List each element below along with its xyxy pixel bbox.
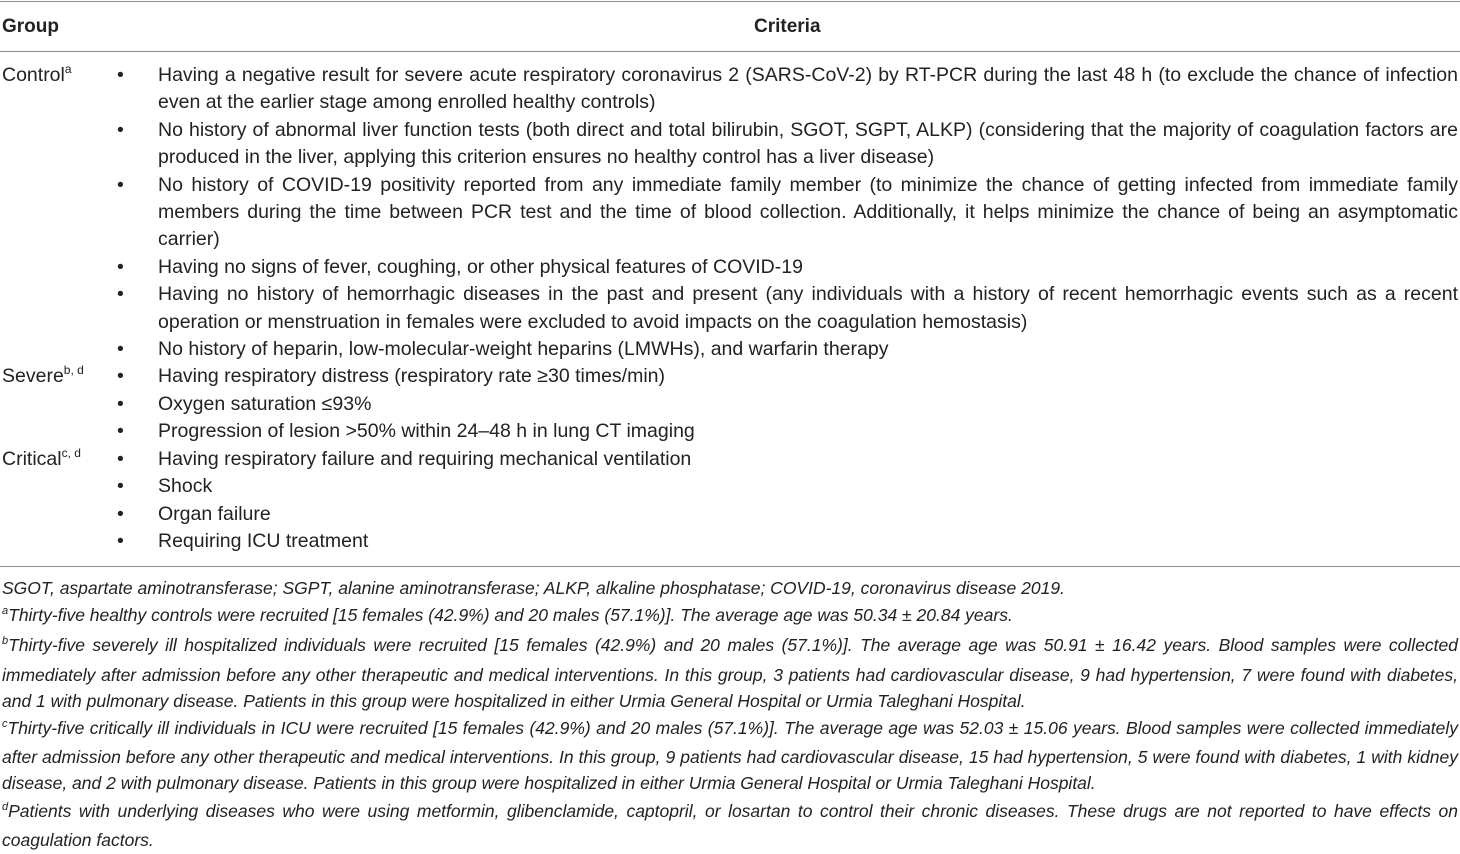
list-item: • Having a negative result for severe acute respiratory coronavirus 2 (SARS-CoV-2) by RT-PCR during the last 48 h (to exclude the chance of infection even at the earlier stage among enrolled healthy controls) bbox=[117, 64, 1458, 114]
list-item: • Having respiratory failure and requiring mechanical ventilation bbox=[0, 446, 1460, 473]
group-label: Control$^a$ bbox=[2, 62, 72, 86]
bullet: • bbox=[117, 392, 124, 415]
bullet: • bbox=[117, 447, 124, 470]
footnote-a: $^a$Thirty-five healthy controls were recruited [15 females (42.9%) and 20 males (57.1%)]. The average age was 50.34 ± 20.84 years. bbox=[2, 605, 1013, 626]
bullet: • bbox=[117, 529, 124, 552]
group-control bbox=[0, 62, 1460, 363]
criteria-list bbox=[0, 363, 1460, 445]
list-item: • Organ failure bbox=[0, 501, 1460, 528]
bullet: • bbox=[117, 173, 124, 196]
criteria-column-header: Criteria bbox=[754, 16, 821, 37]
table-body bbox=[0, 62, 1460, 555]
list-item: • Oxygen saturation ≤93% bbox=[0, 391, 1460, 418]
group-column-header: Group bbox=[2, 16, 59, 37]
group-severe bbox=[0, 363, 1460, 445]
group-label: Critical$^{c, d}$ bbox=[2, 445, 81, 470]
bottom-rule bbox=[0, 566, 1460, 567]
list-item: • Having no history of hemorrhagic diseases in the past and present (any individuals with a history of recent hemorrhagic events such as a recent operation or menstruation in females were excluded to avoid impacts on the coagulation hemostasis) bbox=[117, 283, 1458, 333]
list-item: • Having respiratory distress (respiratory rate ≥30 times/min) bbox=[0, 363, 1460, 390]
bullet: • bbox=[117, 118, 124, 141]
bullet: • bbox=[117, 338, 124, 361]
list-item: • Requiring ICU treatment bbox=[0, 528, 1460, 555]
list-item: • Progression of lesion >50% within 24–48 h in lung CT imaging bbox=[0, 418, 1460, 445]
header-rule bbox=[0, 51, 1460, 52]
list-item: • Shock bbox=[0, 473, 1460, 500]
list-item: • No history of abnormal liver function tests (both direct and total bilirubin, SGOT, SGPT, ALKP) (considering that the majority of coagulation factors are produced in the liver, applying this criterion ensures no healthy control has a liver disease) bbox=[117, 118, 1458, 169]
bullet: • bbox=[117, 502, 124, 525]
list-item: • No history of COVID-19 positivity reported from any immediate family member (to minimize the chance of getting infected from immediate family members during the time between PCR test and the time of blood collection. Additionally, it helps minimize the chance of being an asymptomatic carrier) bbox=[117, 173, 1458, 251]
footnote-c: $^c$Thirty-five critically ill individuals in ICU were recruited [15 females (42.9%) and 20 males (57.1%)]. The average age was 52.03 ± 15.06 years. Blood samples were collected immediately after admission before any other therapeutic and medical interventions. In this group, 9 patients had cardiovascular disease, 15 had hypertension, 5 were found with diabetes, 1 with kidney disease, and 2 with pulmonary disease. Patients in this group were hospitalized in either Urmia General Hospital or Urmia Taleghani Hospital. bbox=[2, 718, 1458, 794]
group-label: Severe$^{b, d}$ bbox=[2, 363, 84, 388]
criteria-list bbox=[0, 62, 1460, 363]
top-rule bbox=[0, 1, 1460, 2]
bullet: • bbox=[117, 365, 124, 388]
group-critical bbox=[0, 446, 1460, 556]
criteria-list bbox=[0, 446, 1460, 556]
table-footnotes bbox=[2, 575, 1458, 854]
bullet: • bbox=[117, 283, 124, 306]
list-item: • Having no signs of fever, coughing, or other physical features of COVID-19 bbox=[0, 254, 1460, 281]
bullet: • bbox=[117, 64, 124, 86]
footnote-b: $^b$Thirty-five severely ill hospitalized individuals were recruited [15 females (42.9%) and 20 males (57.1%)]. The average age was 50.91 ± 16.42 years. Blood samples were collected immediately after admission before any other therapeutic and medical interventions. In this group, 3 patients had cardiovascular disease, 9 had hypertension, 7 were found with diabetes, and 1 with pulmonary disease. Patients in this group were hospitalized in either Urmia General Hospital or Urmia Taleghani Hospital. bbox=[2, 635, 1458, 711]
list-item: • No history of heparin, low-molecular-weight heparins (LMWHs), and warfarin therapy bbox=[0, 336, 1460, 363]
table-header bbox=[0, 14, 1460, 40]
bullet: • bbox=[117, 255, 124, 278]
bullet: • bbox=[117, 475, 124, 498]
footnote-d: $^d$Patients with underlying diseases who were using metformin, glibenclamide, captopril, or losartan to control their chronic diseases. These drugs are not reported to have effects on coagulation factors. bbox=[2, 800, 1458, 850]
footnote-abbreviations: SGOT, aspartate aminotransferase; SGPT, alanine aminotransferase; ALKP, alkaline phosphatase; COVID-19, coronavirus disease 2019. bbox=[2, 578, 1065, 598]
bullet: • bbox=[117, 420, 124, 443]
